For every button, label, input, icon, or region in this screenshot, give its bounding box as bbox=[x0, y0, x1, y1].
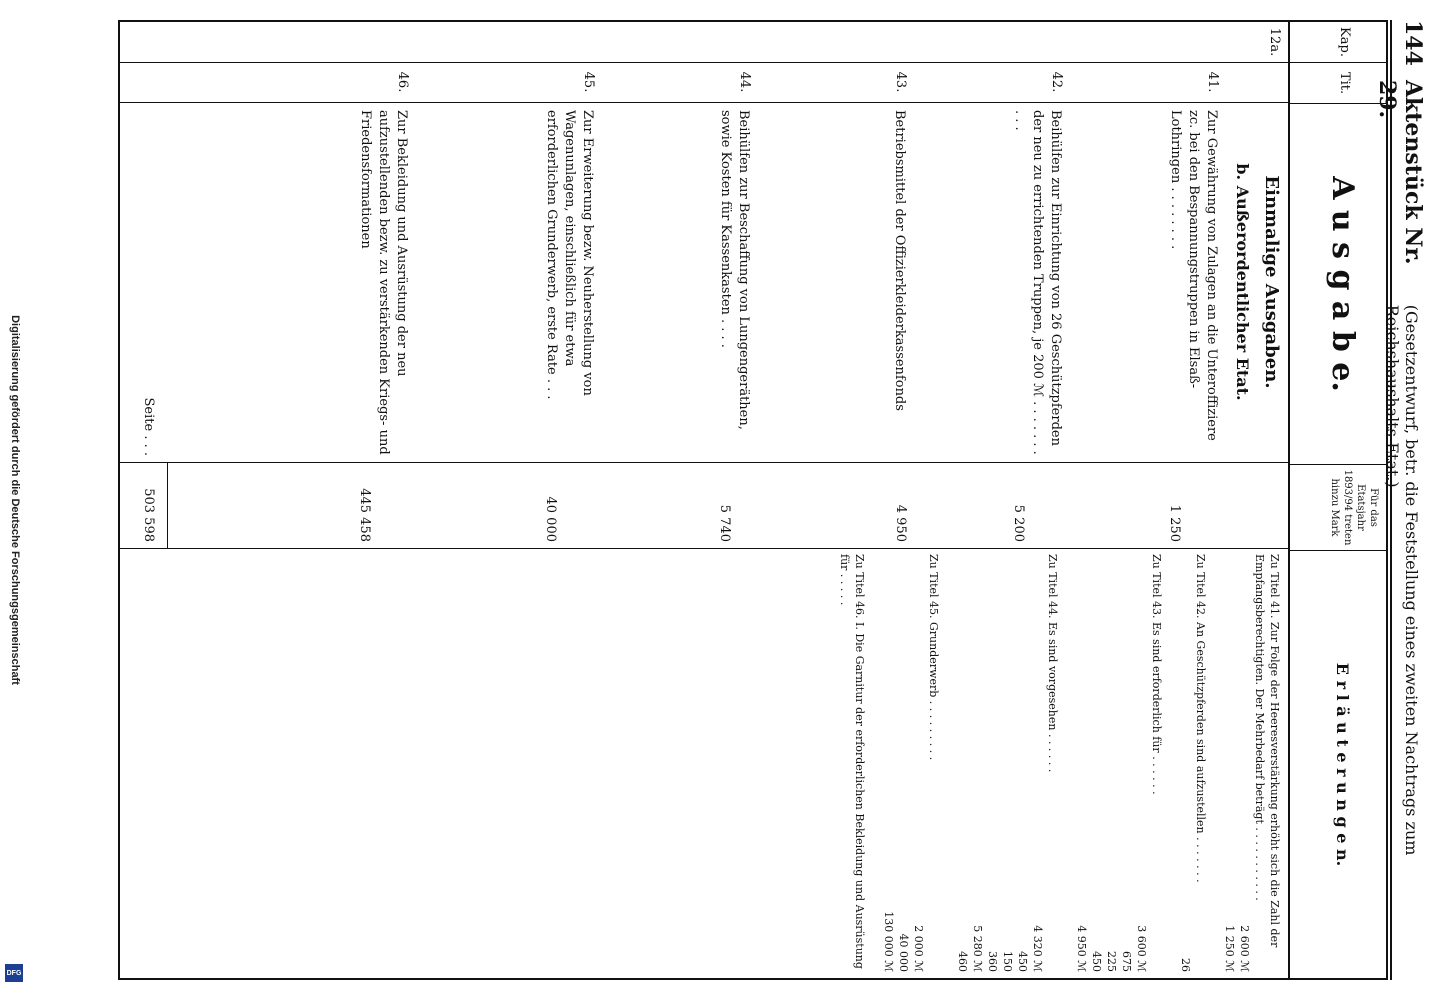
document-title: Aktenstück Nr. 29. bbox=[1374, 79, 1426, 265]
col-header-tit: Tit. bbox=[1290, 63, 1386, 104]
total-rule bbox=[167, 462, 168, 548]
row-tit: 44. bbox=[737, 71, 752, 93]
explanation-text: Zu Titel 43. Es sind erforderlich für . . . . . . bbox=[1150, 554, 1163, 795]
col-header-ausgabe: A u s g a b e. bbox=[1290, 104, 1386, 465]
row-tit: 45. bbox=[581, 71, 596, 93]
row-amount: 445 458 bbox=[357, 488, 372, 542]
explanation-block bbox=[955, 554, 1060, 972]
col-header-explanations: E r l ä u t e r u n g e n. bbox=[1333, 662, 1352, 867]
row-amount: 1 250 bbox=[1167, 504, 1182, 542]
explanation-amount: 2 000 ℳ bbox=[912, 925, 925, 972]
total-label: Seite . . . bbox=[141, 397, 156, 456]
credit-text: Digitalisierung gefördert durch die Deutsche Forschungsgemeinschaft bbox=[9, 315, 22, 685]
row-amount: 4 950 bbox=[893, 504, 908, 542]
page-number: 144 bbox=[1400, 20, 1426, 66]
explanation-text: Zu Titel 42. An Geschützpferden sind aufzustellen . . . . . . . bbox=[1194, 554, 1207, 883]
document-subtitle: (Gesetzentwurf, betr. die Feststellung eines zweiten Nachtrags zum Reichshaushalts-Etat.) bbox=[1383, 304, 1421, 856]
explanation-text: Zu Titel 45. Grunderwerb . . . . . . . . . bbox=[927, 554, 940, 761]
budget-table bbox=[118, 20, 1388, 980]
explanation-amount: 675 bbox=[1120, 951, 1133, 972]
kap-value: 12a. bbox=[1267, 27, 1282, 57]
explanation-amount: 4 320 ℳ bbox=[1031, 925, 1044, 972]
rotated-page bbox=[110, 0, 1432, 1000]
explanation-text: Zu Titel 46. I. Die Garnitur der erforderlichen Bekleidung und Ausrüstung für . . . . . bbox=[838, 554, 866, 969]
row-amount: 40 000 bbox=[543, 496, 558, 542]
col-header-amount: Für das Etatsjahr 1893/94 treten hinzu Mark bbox=[1290, 465, 1386, 551]
explanation-text: Zu Titel 41. Zur Folge der Heeresverstärkung erhöht sich die Zahl der Empfangsberechtigten. Der Mehrbedarf beträgt . . . . . . . . . . . bbox=[1253, 554, 1281, 948]
explanation-block bbox=[881, 554, 941, 972]
explanation-amount: 3 600 ℳ bbox=[1135, 925, 1148, 972]
row-tit: 41. bbox=[1205, 71, 1220, 93]
row-amount: 5 740 bbox=[717, 504, 732, 542]
explanation-block bbox=[1222, 554, 1282, 972]
explanation-amount: 26 bbox=[1179, 958, 1192, 972]
row-description: Beihülfen zur Beschaffung von Lungengeräthen, sowie Kosten für Kassenkasten . . . . bbox=[718, 110, 751, 430]
explanation-amount: 450 bbox=[1016, 951, 1029, 972]
digitization-credit bbox=[4, 0, 26, 1000]
section-title: Einmalige Ausgaben. bbox=[1261, 175, 1282, 389]
explanation-amount: 450 bbox=[1090, 951, 1103, 972]
explanation-amount: 5 280 ℳ bbox=[971, 925, 984, 972]
explanation-amount: 460 bbox=[956, 951, 969, 972]
section-subtitle: b. Außerordentlicher Etat. bbox=[1233, 163, 1252, 401]
explanations-column bbox=[122, 554, 1282, 972]
explanation-amount: 2 600 ℳ bbox=[1238, 925, 1251, 972]
row-description: Zur Bekleidung und Ausrüstung der neu aufzustellenden bezw. zu verstärkenden Kriegs- und Friedensformationen bbox=[358, 110, 409, 455]
explanation-amount: 360 bbox=[986, 951, 999, 972]
explanation-text: Zu Titel 44. Es sind vorgesehen . . . . . . bbox=[1046, 554, 1059, 773]
row-description: Betriebsmittel der Offizierkleiderkassenfonds bbox=[892, 110, 907, 411]
explanation-amount: 130 000 ℳ bbox=[882, 911, 895, 972]
row-tit: 42. bbox=[1049, 71, 1064, 93]
row-description: Zur Erweiterung bezw. Neuherstellung von Wagenunlagen, einschließlich für etwa erforderlichen Grunderwerb, erste Rate . . . bbox=[544, 110, 595, 400]
row-amount: 5 200 bbox=[1011, 504, 1026, 542]
table-header bbox=[1288, 22, 1386, 978]
explanation-amount: 225 bbox=[1105, 951, 1118, 972]
row-description: Zur Gewährung von Zulagen an die Unteroffiziere zc. bei den Bespannungstruppen in Elsaß-Lothringen . . . . . . . . bbox=[1168, 110, 1219, 441]
dfg-logo-icon: DFG bbox=[5, 964, 23, 982]
row-tit: 46. bbox=[395, 71, 410, 93]
explanation-amount: 1 250 ℳ bbox=[1223, 925, 1236, 972]
explanation-amount: 150 bbox=[1001, 951, 1014, 972]
explanation-block bbox=[1178, 554, 1208, 972]
explanation-amount: 40 000 bbox=[897, 933, 910, 972]
row-tit: 43. bbox=[893, 71, 908, 93]
explanation-block bbox=[1074, 554, 1164, 972]
explanation-block bbox=[837, 554, 867, 972]
row-description: Beihülfen zur Einrichtung von 26 Geschützpferden der neu zu errichtenden Truppen, je 200 ℳ . . . . . . . . . . bbox=[1012, 110, 1063, 455]
explanation-amount: 4 950 ℳ bbox=[1075, 925, 1088, 972]
running-header bbox=[1374, 20, 1426, 980]
col-header-kap: Kap. bbox=[1290, 22, 1386, 63]
total-value: 503 598 bbox=[141, 488, 156, 542]
